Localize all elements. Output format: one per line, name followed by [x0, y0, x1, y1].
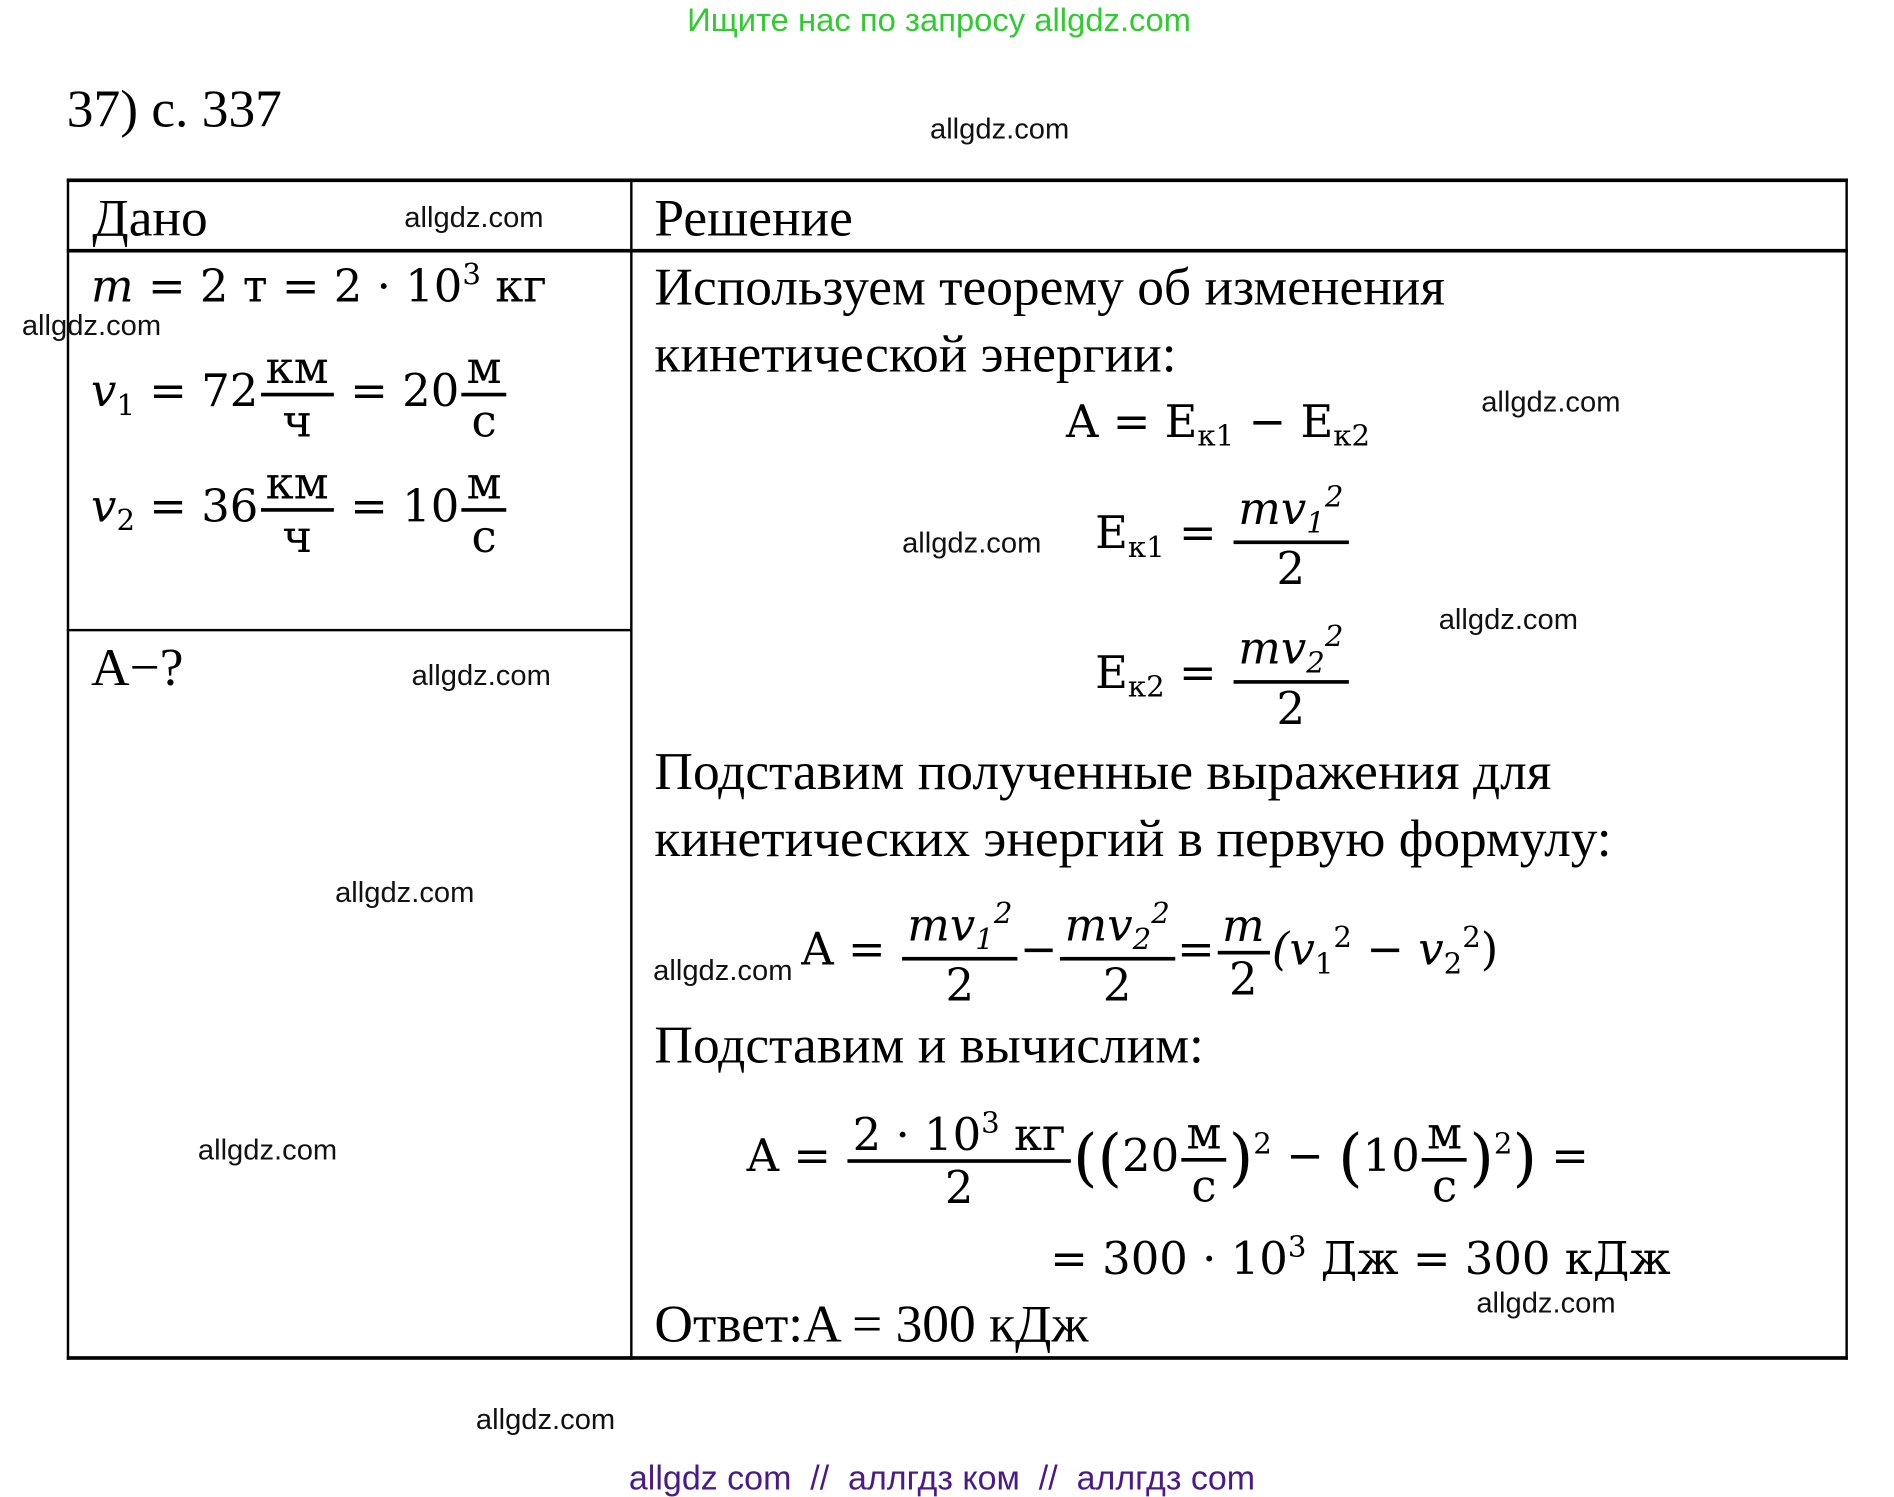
- fraction: [905, 896, 1015, 1012]
- frac-den: с: [1182, 1158, 1227, 1209]
- solution-heading: Решение: [654, 188, 853, 248]
- table-column-divider: [630, 178, 632, 1359]
- eq-part: (v: [1271, 923, 1315, 976]
- watermark: allgdz.com: [930, 112, 1070, 146]
- watermark: allgdz.com: [1481, 386, 1621, 419]
- frac-num: [850, 1105, 1068, 1161]
- eq-part: A =: [801, 923, 900, 976]
- eq-sup: 2: [1462, 920, 1481, 955]
- solution-text-4: кинетических энергий в первую формулу:: [654, 808, 1612, 869]
- eq-part: mv: [1064, 899, 1133, 952]
- eq-part: = 300 · 10: [1050, 1232, 1288, 1285]
- eq-sub: 2: [1306, 645, 1325, 680]
- solution-text-5: Подставим и вычислим:: [654, 1014, 1204, 1075]
- fraction: [1236, 479, 1346, 595]
- frac-num: м: [466, 457, 502, 510]
- eq-part: =: [1164, 646, 1231, 699]
- frac-num: км: [265, 457, 329, 510]
- table-top-border: [67, 178, 1848, 182]
- v1-ms: = 20: [335, 364, 460, 418]
- eq-part: =: [1177, 923, 1215, 976]
- ms-fraction: [464, 457, 504, 563]
- equation-work: [1065, 395, 1371, 453]
- v1-sub: 1: [116, 388, 136, 423]
- eq-sub: 1: [975, 922, 994, 957]
- eq-part: E: [1095, 506, 1128, 560]
- footer-banner: allgdz com // аллгдз ком // аллгдз com: [628, 1459, 1256, 1497]
- table-right-border: [1845, 178, 1847, 1359]
- watermark: allgdz.com: [653, 954, 793, 988]
- eq-sup: 3: [981, 1105, 1000, 1140]
- eq-part: 20: [1122, 1129, 1180, 1182]
- frac-num: [905, 896, 1015, 957]
- fraction: [1062, 896, 1172, 1012]
- frac-num: [1062, 896, 1172, 957]
- eq-part: v: [1418, 923, 1444, 976]
- eq-part: =: [1164, 506, 1231, 560]
- fraction: [1220, 900, 1267, 1006]
- eq-part: E: [1095, 646, 1128, 699]
- eq-sub: 2: [1443, 946, 1463, 981]
- eq-sup: 2: [993, 896, 1013, 931]
- eq-sub: 1: [1314, 946, 1334, 981]
- frac-den: ч: [261, 508, 334, 559]
- eq-sup: 2: [1151, 896, 1170, 931]
- frac-den: ч: [261, 393, 334, 444]
- v2-sub: 2: [116, 503, 136, 538]
- eq-part: −: [1286, 1129, 1324, 1182]
- given-v2: [91, 457, 509, 563]
- eq-part: =: [1551, 1129, 1589, 1182]
- watermark: allgdz.com: [411, 659, 551, 693]
- solution-text-1: Используем теорему об изменения: [654, 257, 1445, 317]
- fraction: [850, 1105, 1068, 1215]
- eq-part: − E: [1234, 395, 1334, 448]
- frac-num: м: [1427, 1106, 1463, 1159]
- v1-kmh: = 72: [135, 364, 259, 418]
- eq-part: −: [1366, 923, 1404, 976]
- frac-den: 2: [848, 1160, 1071, 1211]
- frac-den: 2: [1233, 680, 1348, 731]
- table-header-divider: [67, 249, 1848, 253]
- v2-var: v: [91, 480, 117, 533]
- eq-part: A = E: [1065, 395, 1198, 448]
- watermark: allgdz.com: [1438, 603, 1578, 637]
- equation-calculation: A = $\frac{2 \cdot 10^3 кг}{2}$ ((20 $\frac{м}{с}$ )$^2$ − (10 $\frac{м}{с}$ )$^2$) =: [746, 1105, 1589, 1215]
- fraction: [1236, 619, 1346, 735]
- eq-part: 2 · 10: [852, 1108, 982, 1161]
- eq-part: 10: [1362, 1129, 1420, 1182]
- eq-sup: 2: [1493, 1126, 1513, 1161]
- eq-part: mv: [907, 899, 976, 952]
- frac-num: m: [1222, 900, 1265, 953]
- ms-fraction: [464, 341, 504, 448]
- frac-den: 2: [1217, 951, 1269, 1002]
- equation-ek1: [1095, 479, 1351, 595]
- fraction: [1425, 1106, 1465, 1213]
- frac-den: 2: [902, 957, 1017, 1008]
- mass-var: m: [91, 260, 134, 313]
- eq-part: ): [1480, 923, 1499, 976]
- frac-den: с: [462, 508, 507, 559]
- equation-substituted: [801, 896, 1499, 1012]
- task-title: 37) с. 337: [66, 78, 282, 139]
- kmh-fraction: [263, 457, 331, 563]
- given-mass: [91, 257, 547, 313]
- watermark: allgdz.com: [21, 309, 162, 343]
- eq-part: mv: [1238, 482, 1307, 535]
- fraction: [1184, 1106, 1224, 1213]
- watermark: allgdz.com: [404, 201, 544, 235]
- eq-part: кг: [999, 1108, 1066, 1161]
- equation-result: [1050, 1229, 1671, 1285]
- header-banner: Ищите нас по запросу allgdz.com: [687, 1, 1191, 39]
- given-v1: [91, 341, 509, 448]
- v1-var: v: [91, 364, 117, 418]
- frac-num: [1236, 479, 1346, 541]
- eq-sub: к1: [1197, 418, 1235, 453]
- given-find-divider: [67, 629, 632, 631]
- eq-part: mv: [1238, 622, 1307, 675]
- answer: Ответ:A = 300 кДж: [654, 1294, 1089, 1354]
- frac-num: км: [265, 341, 329, 394]
- eq-sup: 2: [1333, 920, 1353, 955]
- mass-value: = 2 т = 2 · 10: [133, 260, 463, 313]
- table-left-border: [67, 178, 69, 1359]
- frac-num: [1236, 619, 1346, 680]
- eq-sub: к2: [1333, 418, 1371, 453]
- eq-sub: 1: [1306, 506, 1325, 541]
- frac-den: с: [1422, 1158, 1467, 1209]
- watermark: allgdz.com: [1476, 1286, 1616, 1320]
- solution-text-2: кинетической энергии:: [654, 324, 1177, 384]
- equation-ek2: [1095, 619, 1351, 735]
- frac-den: с: [462, 393, 507, 444]
- v2-ms: = 10: [335, 480, 460, 533]
- kmh-fraction: [263, 341, 331, 448]
- v2-kmh: = 36: [135, 480, 259, 533]
- given-heading: Дано: [92, 188, 208, 248]
- solution-text-3: Подставим полученные выражения для: [654, 741, 1552, 802]
- find-label: A−?: [91, 637, 184, 697]
- eq-sup: 3: [1287, 1229, 1307, 1264]
- watermark: allgdz.com: [197, 1133, 338, 1167]
- table-bottom-border: [67, 1356, 1848, 1360]
- eq-part: −: [1019, 923, 1058, 976]
- eq-sup: 2: [1324, 619, 1344, 654]
- watermark: allgdz.com: [335, 876, 475, 910]
- eq-sup: 2: [1253, 1126, 1272, 1161]
- frac-num: м: [466, 341, 502, 394]
- eq-part: A =: [746, 1129, 846, 1182]
- eq-sub: к1: [1127, 530, 1165, 565]
- watermark: allgdz.com: [475, 1403, 616, 1437]
- eq-sub: 2: [1132, 922, 1152, 957]
- frac-den: 2: [1060, 957, 1175, 1008]
- frac-num: м: [1186, 1106, 1222, 1159]
- eq-part: Дж = 300 кДж: [1306, 1232, 1671, 1285]
- eq-sub: к2: [1127, 669, 1165, 704]
- eq-sup: 2: [1324, 479, 1344, 514]
- frac-den: 2: [1233, 540, 1348, 591]
- mass-exp: 3: [462, 257, 481, 292]
- watermark: allgdz.com: [902, 526, 1042, 560]
- mass-unit: кг: [480, 260, 547, 313]
